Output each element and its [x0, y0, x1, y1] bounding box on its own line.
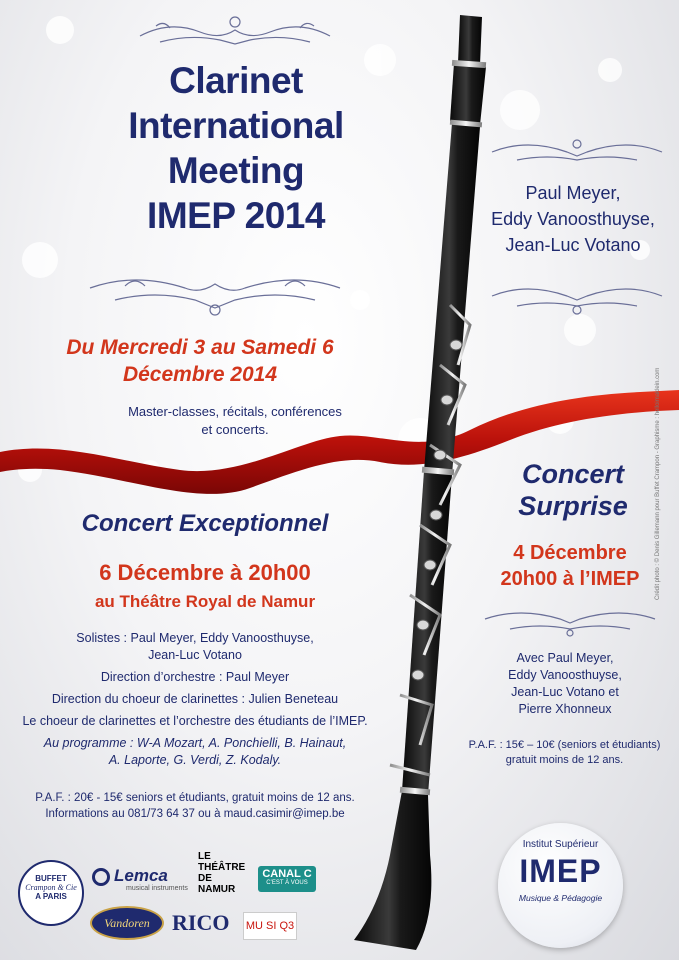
dates-line-1: Du Mercredi 3 au Samedi 6	[66, 336, 334, 359]
performer-2: Eddy Vanoosthuyse,	[508, 668, 622, 682]
title-line-1: Clarinet	[169, 60, 303, 101]
surprise-price-line-1: P.A.F. : 15€ – 10€ (seniors et étudiants)	[468, 739, 661, 751]
ornament-middle	[85, 270, 345, 320]
musiq3-name: MU SI Q3	[245, 920, 295, 932]
concert-surprise-line-2: Surprise	[518, 491, 628, 521]
event-description	[100, 403, 370, 439]
vandoren-logo	[90, 906, 164, 940]
imep-logo-top: Institut Supérieur	[522, 839, 599, 850]
theatre-line-3: DE	[198, 873, 212, 884]
title-line-2: International	[128, 105, 344, 146]
concert-surprise-line-1: Concert	[521, 459, 624, 489]
price-text: P.A.F. : 20€ - 15€ seniors et étudiants, gratuit moins de 12 ans.	[35, 792, 355, 804]
theatre-line-1: LE	[198, 851, 211, 862]
dates-line-2: Décembre 2014	[122, 363, 278, 386]
concert-exceptionnel-details	[10, 630, 380, 774]
choir-direction: Direction du choeur de clarinettes : Julien Beneteau	[51, 692, 339, 706]
performer-4: Pierre Xhonneux	[518, 702, 612, 716]
canal-c-logo	[258, 866, 316, 892]
ornament-right-bottom	[480, 603, 660, 639]
description-line-1: Master-classes, récitals, conférences	[128, 404, 342, 419]
photo-credit: Crédit photo : © Denis Gillemann pour Buffet Crampon - Graphisme : helloimaklein.com	[655, 367, 661, 600]
surprise-performers	[470, 650, 660, 718]
soloists-line-2: Jean-Luc Votano	[148, 648, 242, 662]
imep-logo	[498, 823, 623, 948]
performer-1: Avec Paul Meyer,	[516, 651, 614, 665]
orchestra-direction: Direction d’orchestre : Paul Meyer	[100, 670, 290, 684]
programme-line-1: Au programme : W-A Mozart, A. Ponchielli, B. Hainaut,	[43, 736, 347, 750]
ensemble-text: Le choeur de clarinettes et l’orchestre des étudiants de l’IMEP.	[22, 714, 368, 728]
lemca-icon	[92, 868, 110, 886]
theatre-line-2: THÉÂTRE	[198, 862, 246, 873]
theatre-namur-logo	[198, 851, 248, 895]
concert-surprise-date	[470, 540, 670, 592]
lemca-name: Lemca	[114, 866, 168, 885]
lemca-logo	[92, 866, 202, 892]
description-line-2: et concerts.	[201, 422, 269, 437]
buffet-line-2: Crampon & Cie	[25, 883, 77, 892]
buffet-line-1: BUFFET	[35, 874, 67, 883]
contact-text: Informations au 081/73 64 37 ou à maud.casimir@imep.be	[45, 808, 345, 820]
musiq3-logo	[243, 912, 297, 940]
buffet-line-3: A PARIS	[35, 892, 67, 901]
performer-3: Jean-Luc Votano et	[511, 685, 619, 699]
rico-logo: RICO	[172, 910, 230, 935]
surprise-price-line-2: gratuit moins de 12 ans.	[505, 754, 624, 766]
event-dates	[20, 334, 380, 388]
lemca-sub: musical instruments	[126, 885, 188, 892]
event-title	[100, 58, 372, 238]
price-info-left	[20, 790, 370, 822]
programme-line-2: A. Laporte, G. Verdi, Z. Kodaly.	[108, 753, 282, 767]
vandoren-name: Vandoren	[104, 916, 150, 930]
surprise-time: 20h00 à l’IMEP	[500, 568, 640, 590]
price-info-right	[452, 738, 677, 768]
theatre-line-4: NAMUR	[198, 884, 236, 895]
imep-logo-sub: Musique & Pédagogie	[518, 893, 603, 903]
concert-exceptionnel-title: Concert Exceptionnel	[81, 510, 329, 537]
title-line-4: IMEP 2014	[147, 195, 325, 236]
canal-sub: C’EST À VOUS	[266, 880, 308, 886]
ornament-top	[130, 10, 340, 50]
concert-surprise-title	[478, 458, 668, 522]
surprise-date: 4 Décembre	[513, 542, 627, 564]
soloists-line-1: Solistes : Paul Meyer, Eddy Vanoosthuyse,	[76, 631, 314, 645]
soloist-1: Paul Meyer,	[525, 183, 621, 203]
title-line-3: Meeting	[167, 150, 305, 191]
soloist-3: Jean-Luc Votano	[505, 235, 641, 255]
canal-name: CANAL C	[262, 868, 312, 880]
imep-logo-main: IMEP	[519, 853, 602, 889]
concert-exceptionnel-date: 6 Décembre à 20h00	[99, 560, 311, 585]
soloist-2: Eddy Vanoosthuyse,	[491, 209, 655, 229]
buffet-crampon-logo	[18, 860, 84, 926]
concert-exceptionnel-venue: au Théâtre Royal de Namur	[94, 592, 316, 611]
